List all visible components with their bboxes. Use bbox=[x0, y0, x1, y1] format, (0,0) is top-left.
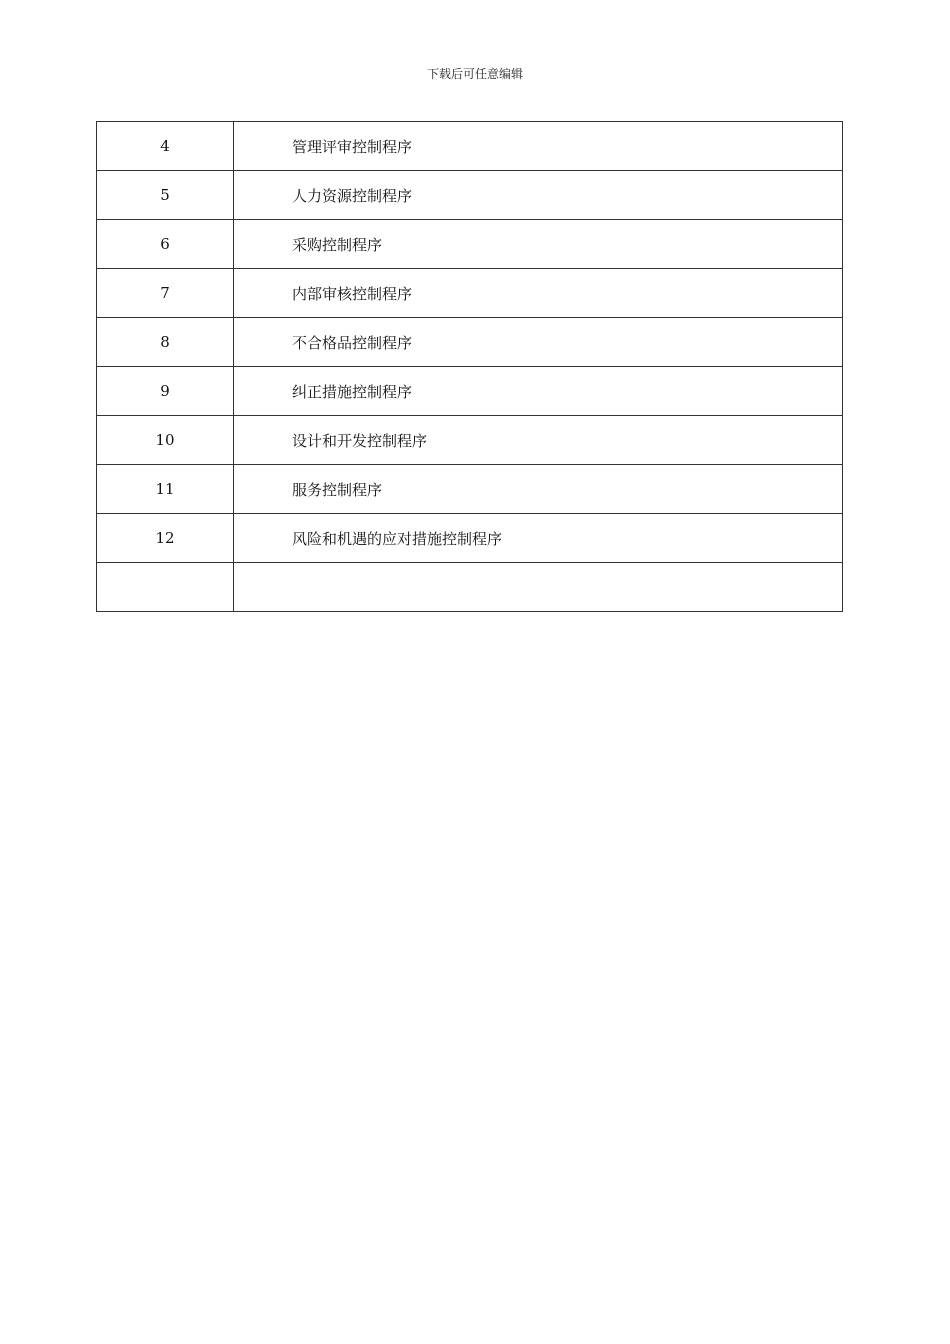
procedure-name: 管理评审控制程序 bbox=[234, 122, 843, 171]
row-number: 11 bbox=[97, 465, 234, 514]
row-number bbox=[97, 563, 234, 612]
table-row bbox=[97, 514, 843, 563]
procedure-name: 纠正措施控制程序 bbox=[234, 367, 843, 416]
procedure-name: 服务控制程序 bbox=[234, 465, 843, 514]
procedure-table bbox=[96, 121, 843, 612]
table-row bbox=[97, 367, 843, 416]
table-row bbox=[97, 220, 843, 269]
procedure-name: 内部审核控制程序 bbox=[234, 269, 843, 318]
procedure-name: 人力资源控制程序 bbox=[234, 171, 843, 220]
table-row bbox=[97, 318, 843, 367]
procedure-name: 设计和开发控制程序 bbox=[234, 416, 843, 465]
procedure-name: 不合格品控制程序 bbox=[234, 318, 843, 367]
row-number: 12 bbox=[97, 514, 234, 563]
procedure-name: 风险和机遇的应对措施控制程序 bbox=[234, 514, 843, 563]
table-row bbox=[97, 269, 843, 318]
row-number: 8 bbox=[97, 318, 234, 367]
procedure-name: 采购控制程序 bbox=[234, 220, 843, 269]
page-header: 下载后可任意编辑 bbox=[426, 67, 523, 81]
row-number: 6 bbox=[97, 220, 234, 269]
table-row-empty bbox=[97, 563, 843, 612]
procedure-name bbox=[234, 563, 843, 612]
table-row bbox=[97, 416, 843, 465]
row-number: 5 bbox=[97, 171, 234, 220]
row-number: 4 bbox=[97, 122, 234, 171]
table-row bbox=[97, 465, 843, 514]
row-number: 7 bbox=[97, 269, 234, 318]
table-row bbox=[97, 171, 843, 220]
table-row bbox=[97, 122, 843, 171]
row-number: 10 bbox=[97, 416, 234, 465]
row-number: 9 bbox=[97, 367, 234, 416]
